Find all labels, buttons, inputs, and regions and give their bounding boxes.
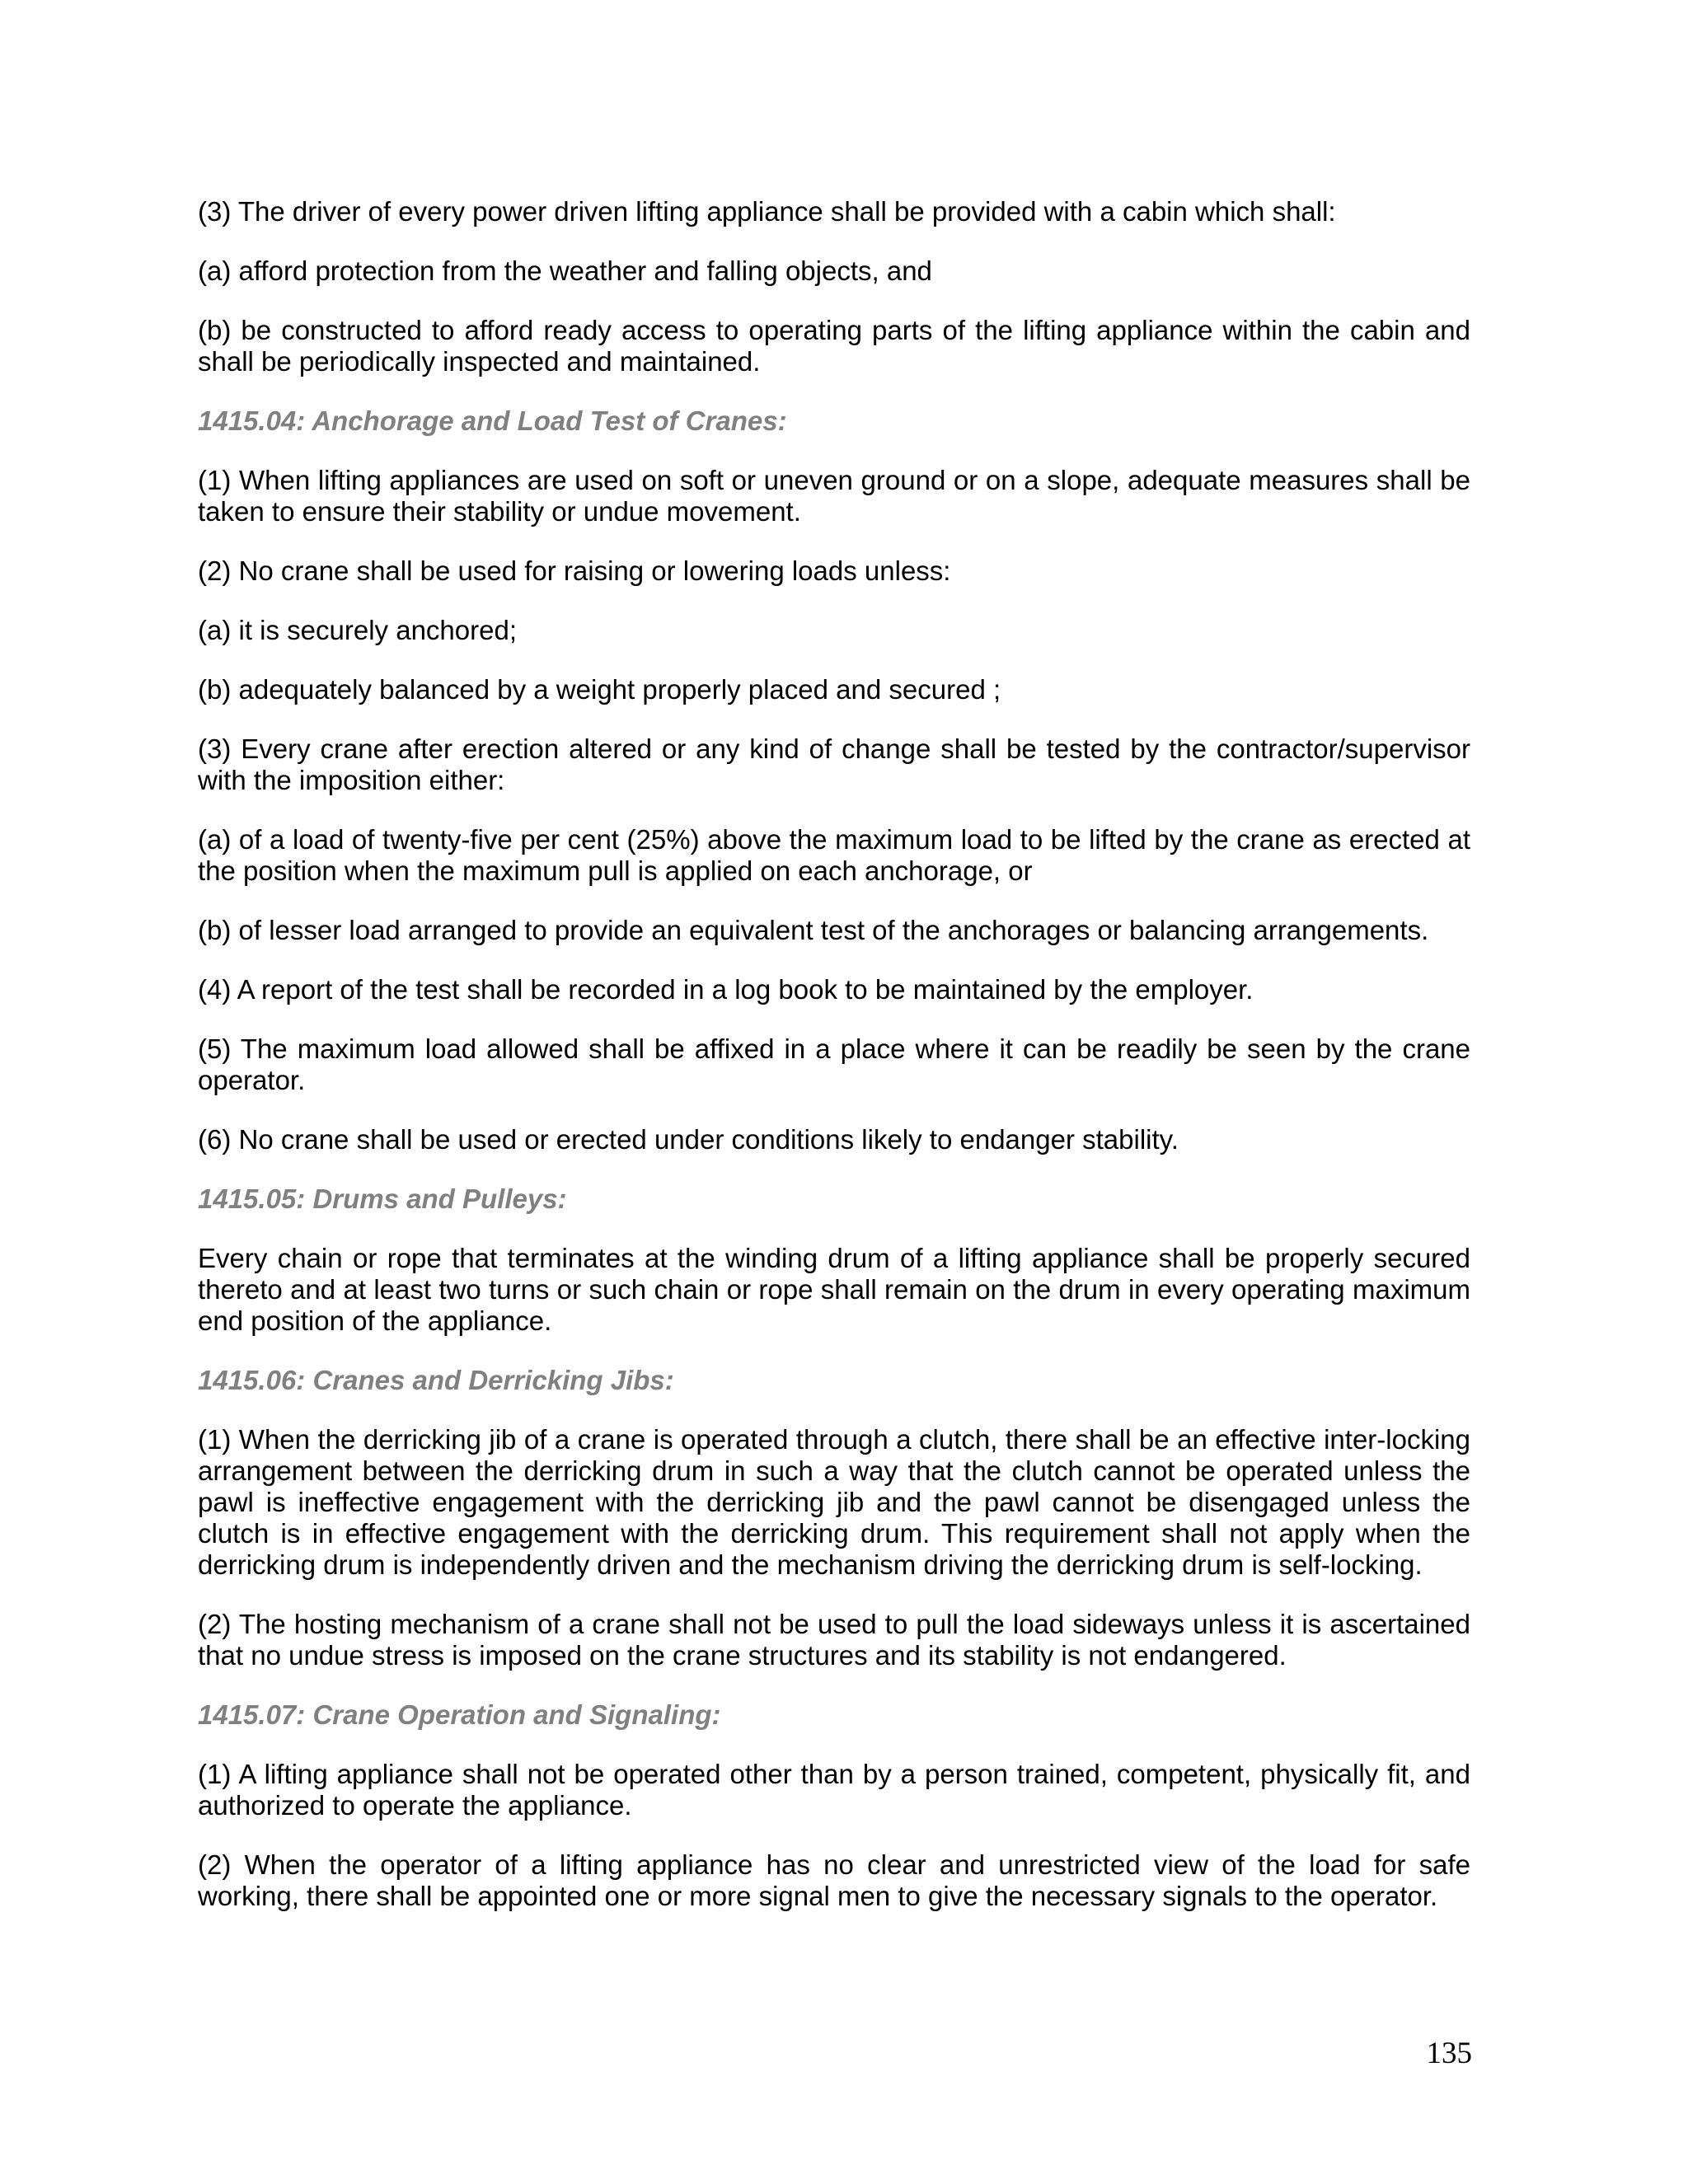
section-heading-1415-07: 1415.07: Crane Operation and Signaling: bbox=[198, 1699, 721, 1730]
paragraph-no-crane-unless: (2) No crane shall be used for raising or lowering loads unless: bbox=[198, 555, 951, 586]
paragraph-crane-tested: (3) Every crane after erection altered or any kind of change shall be tested by the contractor/supervisor with the imposition either: bbox=[198, 733, 1470, 795]
page-number: 135 bbox=[1426, 2036, 1472, 2070]
paragraph-chain-rope-drum: Every chain or rope that terminates at the winding drum of a lifting appliance shall be properly secured thereto and at least two turns or such chain or rope shall remain on the drum in every operating maximum end position of the appliance. bbox=[198, 1243, 1470, 1336]
paragraph-cabin-requirement: (3) The driver of every power driven lifting appliance shall be provided with a cabin which shall: bbox=[198, 196, 1336, 227]
section-heading-1415-05: 1415.05: Drums and Pulleys: bbox=[198, 1183, 567, 1214]
paragraph-operator-trained: (1) A lifting appliance shall not be operated other than by a person trained, competent, physically fit, and authorized to operate the appliance. bbox=[198, 1759, 1470, 1821]
paragraph-item-b-lesser-load: (b) of lesser load arranged to provide an equivalent test of the anchorages or balancing arrangements. bbox=[198, 915, 1429, 945]
paragraph-max-load-affixed: (5) The maximum load allowed shall be affixed in a place where it can be readily be seen by the crane operator. bbox=[198, 1033, 1470, 1095]
paragraph-item-b-balanced: (b) adequately balanced by a weight properly placed and secured ; bbox=[198, 674, 1001, 705]
paragraph-item-a-load-test: (a) of a load of twenty-five per cent (25%) above the maximum load to be lifted by the crane as erected at the position when the maximum pull is applied on each anchorage, or bbox=[198, 824, 1470, 886]
section-heading-1415-04: 1415.04: Anchorage and Load Test of Cranes: bbox=[198, 405, 787, 436]
section-heading-1415-06: 1415.06: Cranes and Derricking Jibs: bbox=[198, 1365, 674, 1395]
paragraph-item-a-anchored: (a) it is securely anchored; bbox=[198, 615, 517, 645]
paragraph-test-report: (4) A report of the test shall be recorded in a log book to be maintained by the employer. bbox=[198, 974, 1254, 1005]
paragraph-soft-ground: (1) When lifting appliances are used on soft or uneven ground or on a slope, adequate measures shall be taken to ensure their stability or undue movement. bbox=[198, 465, 1470, 527]
paragraph-signal-men: (2) When the operator of a lifting appliance has no clear and unrestricted view of the load for safe working, there shall be appointed one or more signal men to give the necessary signals to the operator. bbox=[198, 1849, 1470, 1911]
document-body bbox=[198, 196, 1470, 1940]
paragraph-item-b-access: (b) be constructed to afford ready access to operating parts of the lifting appliance within the cabin and shall be periodically inspected and maintained. bbox=[198, 315, 1470, 377]
paragraph-endanger-stability: (6) No crane shall be used or erected under conditions likely to endanger stability. bbox=[198, 1124, 1179, 1155]
paragraph-hoisting-sideways: (2) The hosting mechanism of a crane shall not be used to pull the load sideways unless it is ascertained that no undue stress is imposed on the crane structures and its stability is not endangered. bbox=[198, 1609, 1470, 1671]
paragraph-derricking-jib-clutch: (1) When the derricking jib of a crane is operated through a clutch, there shall be an effective inter-locking arrangement between the derricking drum in such a way that the clutch cannot be operated unless the pawl is ineffective engagement with the derricking jib and the pawl cannot be disengaged unless the clutch is in effective engagement with the derricking drum. This requirement shall not apply when the derricking drum is independently driven and the mechanism driving the derricking drum is self-locking. bbox=[198, 1424, 1470, 1580]
paragraph-item-a-protection: (a) afford protection from the weather and falling objects, and bbox=[198, 255, 932, 286]
